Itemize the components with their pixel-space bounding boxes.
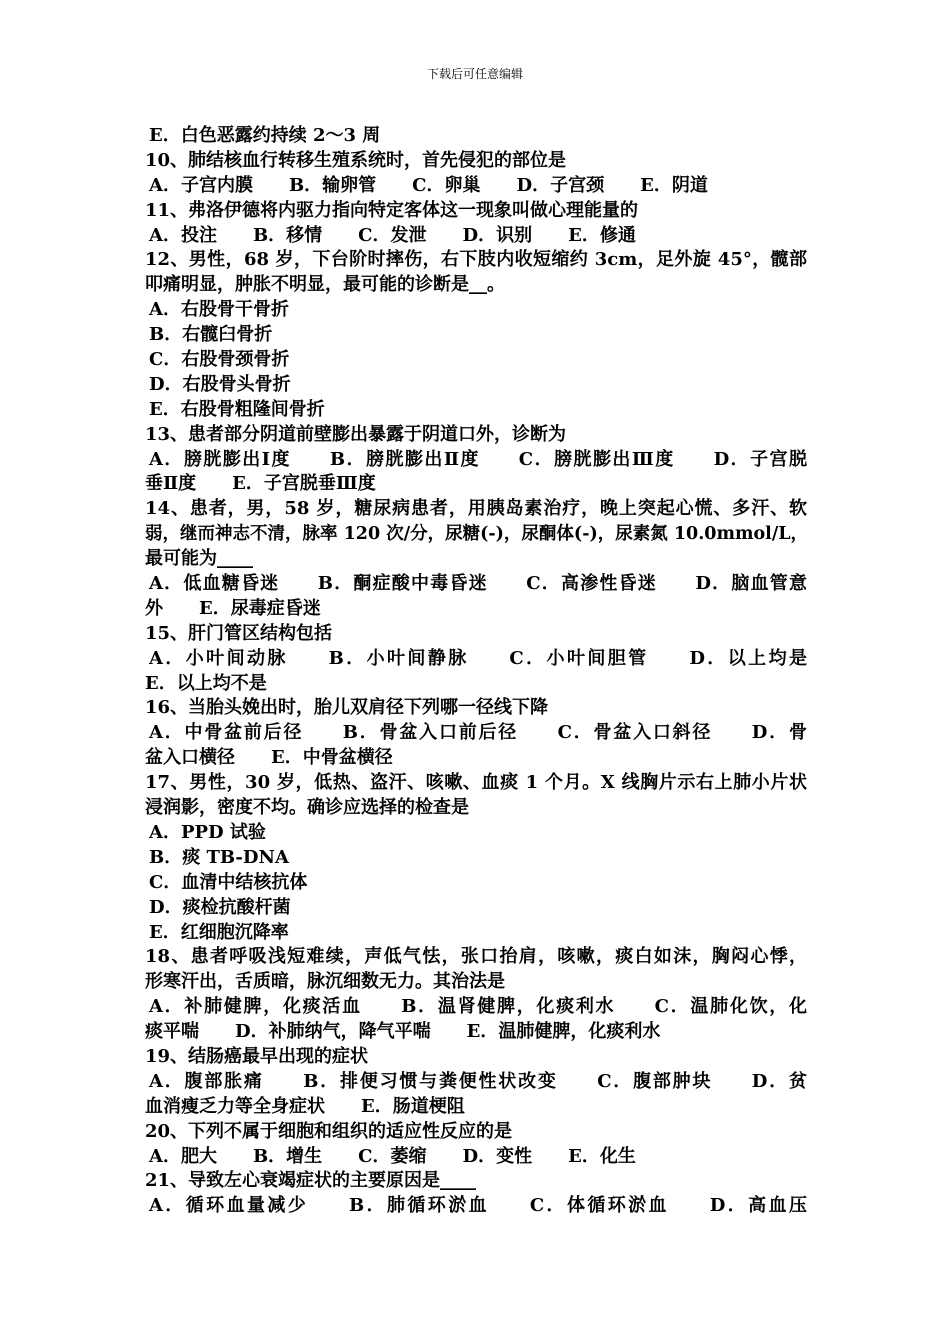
text-line: 17、男性，30 岁，低热、盗汗、咳嗽、血痰 1 个月。X 线胸片示右上肺小片状	[145, 772, 807, 794]
text-line: 21、导致左心衰竭症状的主要原因是____	[145, 1170, 477, 1192]
text-line: 18、患者呼吸浅短难续，声低气怯，张口抬肩，咳嗽，痰白如沫，胸闷心悸，	[145, 946, 807, 968]
text-line: A．右股骨干骨折	[149, 299, 289, 321]
text-line: 外 E．尿毒症昏迷	[145, 597, 321, 619]
text-line: 15、肝门管区结构包括	[145, 622, 333, 644]
text-line: 13、患者部分阴道前壁膨出暴露于阴道口外，诊断为	[145, 423, 567, 445]
text-line: A．中骨盆前后径 B．骨盆入口前后径 C．骨盆入口斜径 D．骨	[149, 722, 807, 744]
text-line: 痰平喘 D．补肺纳气，降气平喘 E．温肺健脾，化痰利水	[145, 1021, 661, 1043]
text-line: 20、下列不属于细胞和组织的适应性反应的是	[145, 1120, 513, 1142]
text-line: 形寒汗出，舌质暗，脉沉细数无力。其治法是	[145, 971, 505, 993]
text-line: A．子宫内膜 B．输卵管 C．卵巢 D．子宫颈 E．阴道	[149, 174, 708, 196]
text-line: 叩痛明显，肿胀不明显，最可能的诊断是__。	[145, 274, 505, 296]
text-line: 浸润影，密度不均。确诊应选择的检查是	[145, 797, 469, 819]
page-header: 下载后可任意编辑	[426, 67, 523, 81]
text-line: A．补肺健脾，化痰活血 B．温肾健脾，化痰利水 C．温肺化饮，化	[149, 996, 807, 1018]
text-line: B．痰 TB-DNA	[149, 846, 289, 868]
text-line: 盆入口横径 E．中骨盆横径	[145, 747, 393, 769]
text-line: 12、男性，68 岁，下台阶时摔伤，右下肢内收短缩约 3cm，足外旋 45°，髋部	[145, 249, 807, 271]
document-body	[145, 124, 807, 1219]
text-line: D．痰检抗酸杆菌	[149, 896, 291, 918]
text-line: 19、结肠癌最早出现的症状	[145, 1045, 369, 1067]
text-line: A．膀胱膨出Ⅰ度 B．膀胱膨出Ⅱ度 C．膀胱膨出Ⅲ度 D．子宫脱	[149, 448, 807, 470]
text-line: C．血清中结核抗体	[149, 871, 308, 893]
text-line: 弱，继而神志不清，脉率 120 次/分，尿糖(-)，尿酮体(-)，尿素氮 10.0mmol/L，	[145, 524, 809, 545]
text-line: 垂Ⅱ度 E．子宫脱垂Ⅲ度	[145, 473, 376, 495]
text-line: A．腹部胀痛 B．排便习惯与粪便性状改变 C．腹部肿块 D．贫	[149, 1070, 807, 1092]
text-line: B．右髋臼骨折	[149, 324, 273, 346]
text-line: 16、当胎头娩出时，胎儿双肩径下列哪一径线下降	[145, 697, 549, 719]
text-line: A．PPD 试验	[149, 821, 266, 843]
text-line: 14、患者，男，58 岁，糖尿病患者，用胰岛素治疗，晚上突起心慌、多汗、软	[145, 498, 807, 520]
text-line: E．右股骨粗隆间骨折	[149, 398, 325, 420]
text-line: 10、肺结核血行转移生殖系统时，首先侵犯的部位是	[145, 149, 567, 171]
text-line: A．肥大 B．增生 C．萎缩 D．变性 E．化生	[149, 1145, 636, 1167]
text-line: E．白色恶露约持续 2～3 周	[149, 125, 381, 146]
text-line: D．右股骨头骨折	[149, 373, 291, 395]
text-line: 最可能为____	[145, 548, 253, 570]
text-line: 血消瘦乏力等全身症状 E．肠道梗阻	[145, 1095, 465, 1117]
text-line: E．以上均不是	[145, 672, 267, 694]
text-line: A．低血糖昏迷 B．酮症酸中毒昏迷 C．高渗性昏迷 D．脑血管意	[149, 573, 807, 595]
text-line: 11、弗洛伊德将内驱力指向特定客体这一现象叫做心理能量的	[145, 199, 639, 221]
text-line: A．小叶间动脉 B．小叶间静脉 C．小叶间胆管 D．以上均是	[149, 647, 807, 669]
text-line: C．右股骨颈骨折	[149, 349, 290, 371]
text-line: E．红细胞沉降率	[149, 921, 289, 943]
text-line: A．循环血量减少 B．肺循环淤血 C．体循环淤血 D．高血压	[149, 1195, 807, 1217]
text-line: A．投注 B．移情 C．发泄 D．识别 E．修通	[149, 224, 636, 246]
